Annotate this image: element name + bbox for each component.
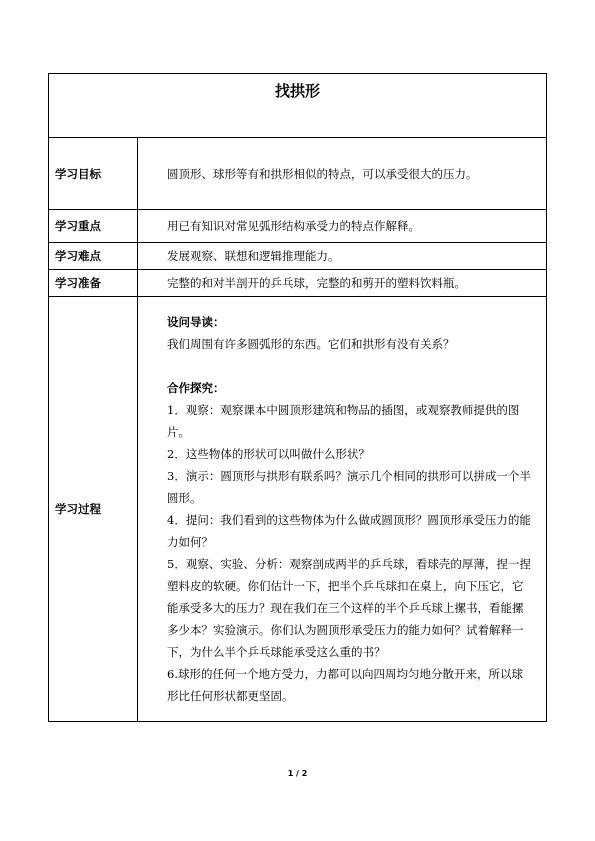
process-label: 学习过程 — [49, 297, 138, 722]
spacer — [167, 355, 532, 377]
preparation-row — [49, 270, 547, 297]
goal-row — [49, 138, 547, 210]
key-points-row — [49, 210, 547, 243]
key-points-content: 用已有知识对常见弧形结构承受力的特点作解释。 — [138, 210, 547, 243]
title-row — [49, 74, 547, 138]
process-row — [49, 297, 547, 722]
preparation-label: 学习准备 — [49, 270, 138, 297]
explore-item: 3．演示：圆顶形与拱形有联系吗？演示几个相同的拱形可以拼成一个半圆形。 — [167, 469, 531, 505]
explore-heading: 合作探究： — [167, 381, 225, 395]
difficulty-row — [49, 243, 547, 270]
guide-text: 我们周围有许多圆弧形的东西。它们和拱形有没有关系？ — [167, 337, 455, 351]
process-content — [138, 297, 547, 722]
goal-label: 学习目标 — [49, 138, 138, 210]
explore-item: 1．观察：观察课本中圆顶形建筑和物品的插图，或观察教师提供的图片。 — [167, 403, 520, 439]
goal-content: 圆顶形、球形等有和拱形相似的特点，可以承受很大的压力。 — [138, 138, 547, 210]
lesson-plan-table — [48, 73, 547, 722]
explore-item: 5．观察、实验、分析：观察剖成两半的乒乓球，看球壳的厚薄，捏一捏塑料皮的软硬。你们估计一下，把半个乒乓球扣在桌上，向下压它，它能承受多大的压力？现在我们在三个这样的半个乒乓球上摞书，看能摞多少本？实验演示。你们认为圆顶形承受压力的能力如何？试着解释一下，为什么半个乒乓球能承受这么重的书？ — [167, 557, 531, 659]
process-body — [138, 311, 546, 707]
explore-item: 2．这些物体的形状可以叫做什么形状？ — [167, 447, 370, 461]
page-title: 找拱形 — [274, 82, 320, 100]
difficulty-content: 发展观察、联想和逻辑推理能力。 — [138, 243, 547, 270]
preparation-content: 完整的和对半剖开的乒乓球，完整的和剪开的塑料饮料瓶。 — [138, 270, 547, 297]
explore-item: 4．提问：我们看到的这些物体为什么做成圆顶形？圆顶形承受压力的能力如何？ — [167, 513, 531, 549]
page-number: 1 / 2 — [287, 769, 308, 778]
explore-item: 6.球形的任何一个地方受力，力都可以向四周均匀地分散开来，所以球形比任何形状都更坚固。 — [167, 667, 523, 703]
difficulty-label: 学习难点 — [49, 243, 138, 270]
key-points-label: 学习重点 — [49, 210, 138, 243]
title-cell — [49, 74, 547, 138]
guide-heading: 设问导读： — [167, 315, 225, 329]
